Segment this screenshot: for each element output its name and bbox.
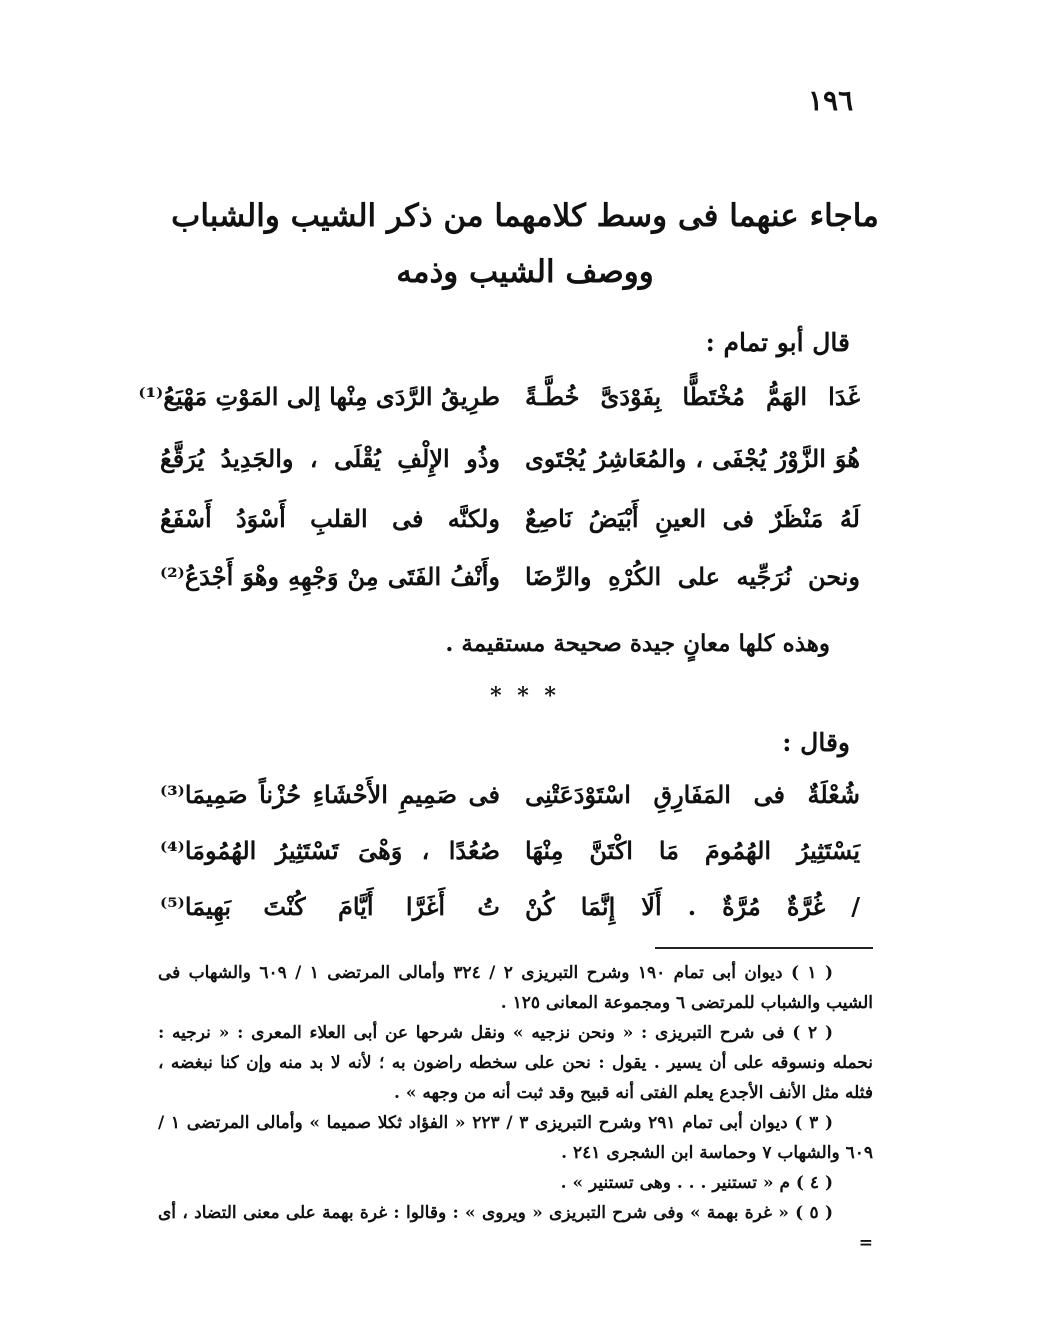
verse-second-hemistich: فى صَمِيمِ الأَحْشَاءِ حُزْناً صَمِيمَا⁽³⁾ [160, 780, 500, 809]
verse-row [160, 504, 860, 548]
verse-second-hemistich: تُ أَغَرَّا أَيَّامَ كُنْتَ بَهِيمَا⁽⁵⁾ [160, 892, 500, 921]
footnote: ( ١ ) ديوان أبى تمام ١٩٠ وشرح التبريزى ٢ / ٣٢٤ وأمالى المرتضى ١ / ٦٠٩ والشهاب فى الشيب والشباب للمرتضى ٦ ومجموعة المعانى ١٢٥ . [158, 963, 873, 1013]
title-line-1: ماجاء عنهما فى وسط كلامهما من ذكر الشيب والشباب [171, 198, 879, 234]
footnote: ( ٤ ) م « تستنير . . . وهى تستنير » . [560, 1173, 833, 1193]
page-number: ١٩٦ [808, 84, 854, 117]
chapter-title [150, 188, 900, 300]
verse-second-hemistich: طرِيقُ الرَّدَى مِنْها إلى المَوْتِ مَهْيَعُ⁽¹⁾ [138, 382, 500, 411]
verse-row [160, 836, 860, 880]
verse-second-hemistich: وذُو الإِلْفِ يُقْلَى ، والجَدِيدُ يُرَقَّعُ [160, 444, 500, 473]
section2-intro: وقال : [782, 728, 850, 757]
footnote: ( ٢ ) فى شرح التبريزى : « ونحن نزجيه » ونقل شرحها عن أبى العلاء المعرى : « نرجيه : نحمله ونسوقه على أن يسير . يقول : نحن على سخطه راضون به ؛ لأنه لا بد منه وإن كنا نبغضه ، فثله مثل الأنف الأجدع يعلم الفتى أنه قبيح وقد ثبت أنه من وجهه » . [158, 1023, 873, 1103]
verse-row [138, 382, 860, 426]
section1-intro: قال أبو تمام : [705, 328, 850, 357]
verse-first-hemistich: لَهُ مَنْظَرٌ فى العينِ أَبْيَضُ نَاصِعٌ [525, 504, 860, 533]
section1-comment: وهذه كلها معانٍ جيدة صحيحة مستقيمة . [445, 630, 830, 657]
verse-first-hemistich: ونحن نُرَجِّيه على الكُرْهِ والرِّضَا [525, 562, 860, 591]
verse-second-hemistich: ولكنَّه فى القلبِ أَسْوَدُ أَسْفَعُ [160, 504, 500, 533]
verse-second-hemistich: صُعُدًا ، وَهْىَ تَسْتَثِيرُ الهُمُومَا⁽⁴⁾ [160, 836, 500, 865]
footnotes [158, 958, 873, 1258]
verse-first-hemistich: هُوَ الزَّوْرُ يُجْفَى ، والمُعَاشِرُ يُجْتَوى [525, 444, 860, 473]
verse-row [160, 444, 860, 488]
footnote-divider [655, 947, 873, 949]
verse-row [160, 562, 860, 606]
verse-first-hemistich: غَدَا الهَمُّ مُخْتَطًّا بِفَوْدَىَّ خُطَّـةً [525, 382, 860, 411]
verse-first-hemistich: / غُرَّةٌ مُرَّةٌ . أَلَا إِنَّمَا كُنْ [525, 892, 860, 921]
verse-row [160, 892, 860, 936]
verse-row [160, 780, 860, 824]
title-line-2: ووصف الشيب وذمه [396, 254, 654, 290]
footnote: ( ٥ ) « غرة بهمة » وفى شرح التبريزى « ويروى » : وقالوا : غرة بهمة على معنى التضاد ، أى = [158, 1203, 873, 1253]
verse-second-hemistich: وأَنْفُ الفَتَى مِنْ وَجْهِهِ وهْوَ أَجْدَعُ⁽²⁾ [160, 562, 500, 591]
verse-first-hemistich: يَسْتَثِيرُ الهُمُومَ مَا اكْتَنَّ مِنْهَا [525, 836, 860, 865]
verse-first-hemistich: شُعْلَةٌ فى المَفَارِقِ اسْتَوْدَعَتْنِى [525, 780, 860, 809]
section-separator: * * * [490, 683, 560, 709]
footnote: ( ٣ ) ديوان أبى تمام ٢٩١ وشرح التبريزى ٣ / ٢٢٣ « الفؤاد ثكلا صميما » وأمالى المرتضى ١ / ٦٠٩ والشهاب ٧ وحماسة ابن الشجرى ٢٤١ . [158, 1113, 873, 1163]
